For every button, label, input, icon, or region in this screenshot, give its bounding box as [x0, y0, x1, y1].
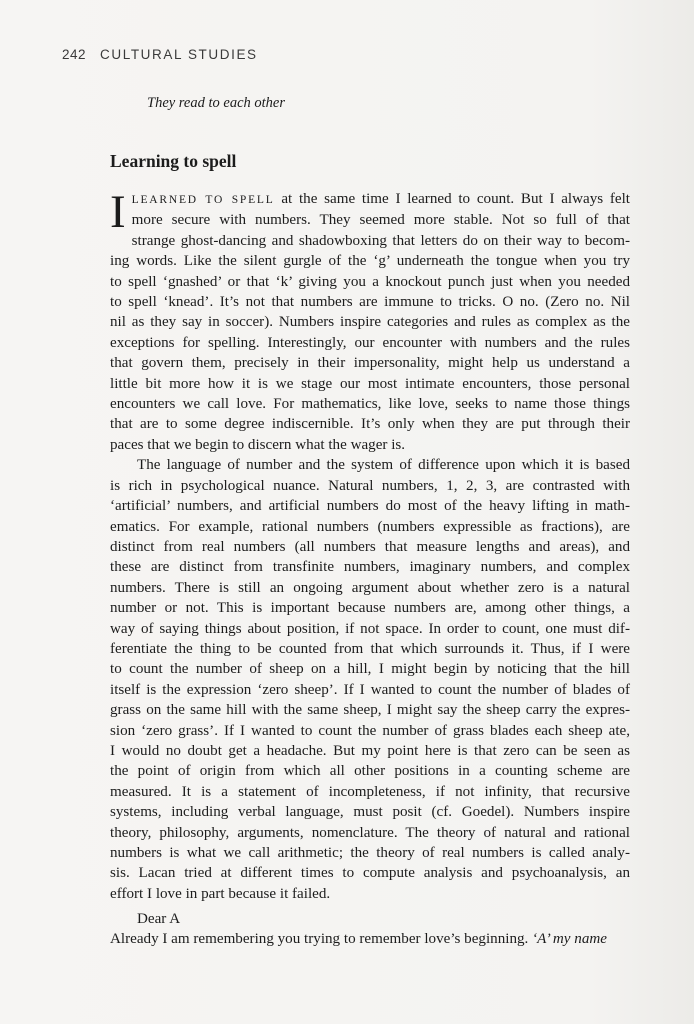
- subhead: They read to each other: [147, 95, 285, 111]
- text-line: nil as they say in soccer). Numbers inspire categories and rules as complex as the: [110, 314, 630, 331]
- text-line: ferentiate the thing to be counted from that which surrounds it. Thus, if I were: [110, 640, 630, 657]
- text-line: ing words. Like the silent gurgle of the ‘g’ underneath the tongue when you try: [110, 253, 630, 270]
- text-line: grass on the same hill with the same sheep, I might say the sheep carry the expres-: [110, 702, 630, 719]
- text-line: systems, including verbal language, must posit (cf. Goedel). Numbers inspire: [110, 804, 630, 821]
- text-line: I would no doubt get a headache. But my point here is that zero can be seen as: [110, 742, 630, 759]
- text-line: strange ghost-dancing and shadowboxing that letters do on their way to becom-: [131, 232, 630, 249]
- text-line: measured. It is a statement of incompleteness, if not infinity, that recursive: [110, 783, 630, 800]
- body-text: [110, 186, 630, 904]
- text-line: number or not. This is important because numbers are, among other things, a: [110, 600, 630, 617]
- text-line: [110, 189, 630, 210]
- running-head: [62, 47, 258, 62]
- text-line: that govern them, precisely in their impersonality, might help us understand a: [110, 355, 630, 372]
- text-line: more secure with numbers. They seemed more stable. Not so full of that: [131, 212, 630, 229]
- text-line: paces that we begin to discern what the wager is.: [110, 436, 406, 453]
- section-title: Learning to spell: [110, 151, 237, 171]
- text-line: numbers. There is still an ongoing argument about whether zero is a natural: [110, 579, 630, 596]
- paragraph-1: [110, 186, 630, 455]
- text-line: encounters we call love. For mathematics, like love, seeks to name those things: [110, 396, 630, 413]
- show-through: [110, 128, 630, 151]
- letter-opening-italic: ‘A’ my name: [532, 931, 607, 947]
- text-line: sion ‘zero grass’. If I wanted to count the number of grass blades each sheep ate,: [110, 722, 630, 739]
- text-line: way of saying things about position, if not space. In order to count, one must dif-: [110, 620, 630, 637]
- text-line: ‘artificial’ numbers, and artificial numbers do most of the heavy lifting in math-: [110, 498, 630, 515]
- text-line: little bit more how it is we stage our most intimate encounters, those personal: [110, 375, 630, 392]
- text-line: these are distinct from transfinite numbers, imaginary numbers, and complex: [110, 559, 630, 576]
- text-line: is rich in psychological nuance. Natural numbers, 1, 2, 3, are contrasted with: [110, 477, 630, 494]
- text-line: effort I love in part because it failed.: [110, 885, 331, 902]
- text-line: The language of number and the system of difference upon which it is based: [137, 457, 630, 474]
- letter-opening: [110, 931, 630, 948]
- text-line: to spell ‘knead’. It’s not that numbers are immune to tricks. O no. (Zero no. Nil: [110, 294, 630, 311]
- running-title: CULTURAL STUDIES: [100, 47, 258, 62]
- text-line: theory, philosophy, arguments, nomenclature. The theory of natural and rational: [110, 824, 630, 841]
- text-line: exceptions for spelling. Interestingly, our encounter with numbers and the rules: [110, 334, 630, 351]
- text-line: to spell ‘gnashed’ or that ‘k’ giving you a knockout punch just when you needed: [110, 273, 630, 290]
- text-line: the point of origin from which all other positions in a counting scheme are: [110, 763, 630, 780]
- page-number: 242: [62, 47, 87, 62]
- text-line: ematics. For example, rational numbers (numbers expressible as fractions), are: [110, 518, 630, 535]
- text-line: that are to some degree indiscernible. It’s only when they are put through their: [110, 416, 630, 433]
- drop-cap: I: [110, 186, 126, 238]
- letter-opening-text: Already I am remembering you trying to remember love’s beginning.: [110, 931, 533, 947]
- text-line: numbers is what we call arithmetic; the theory of real numbers is called analy-: [110, 845, 630, 861]
- text-line: sis. Lacan tried at different times to compute analysis and psychoanalysis, an: [110, 865, 630, 882]
- paragraph-2: [110, 455, 630, 904]
- text-line: to count the number of sheep on a hill, I might begin by noticing that the hill: [110, 661, 630, 678]
- text-line: itself is the expression ‘zero sheep’. If I wanted to count the number of blades of: [110, 681, 630, 698]
- small-caps-lead: LEARNED TO SPELL: [131, 194, 275, 206]
- letter-salutation: Dear A: [137, 911, 181, 927]
- text-line: distinct from real numbers (all numbers that measure lengths and areas), and: [110, 538, 630, 555]
- text-line-content: at the same time I learned to count. But I always felt: [274, 191, 630, 207]
